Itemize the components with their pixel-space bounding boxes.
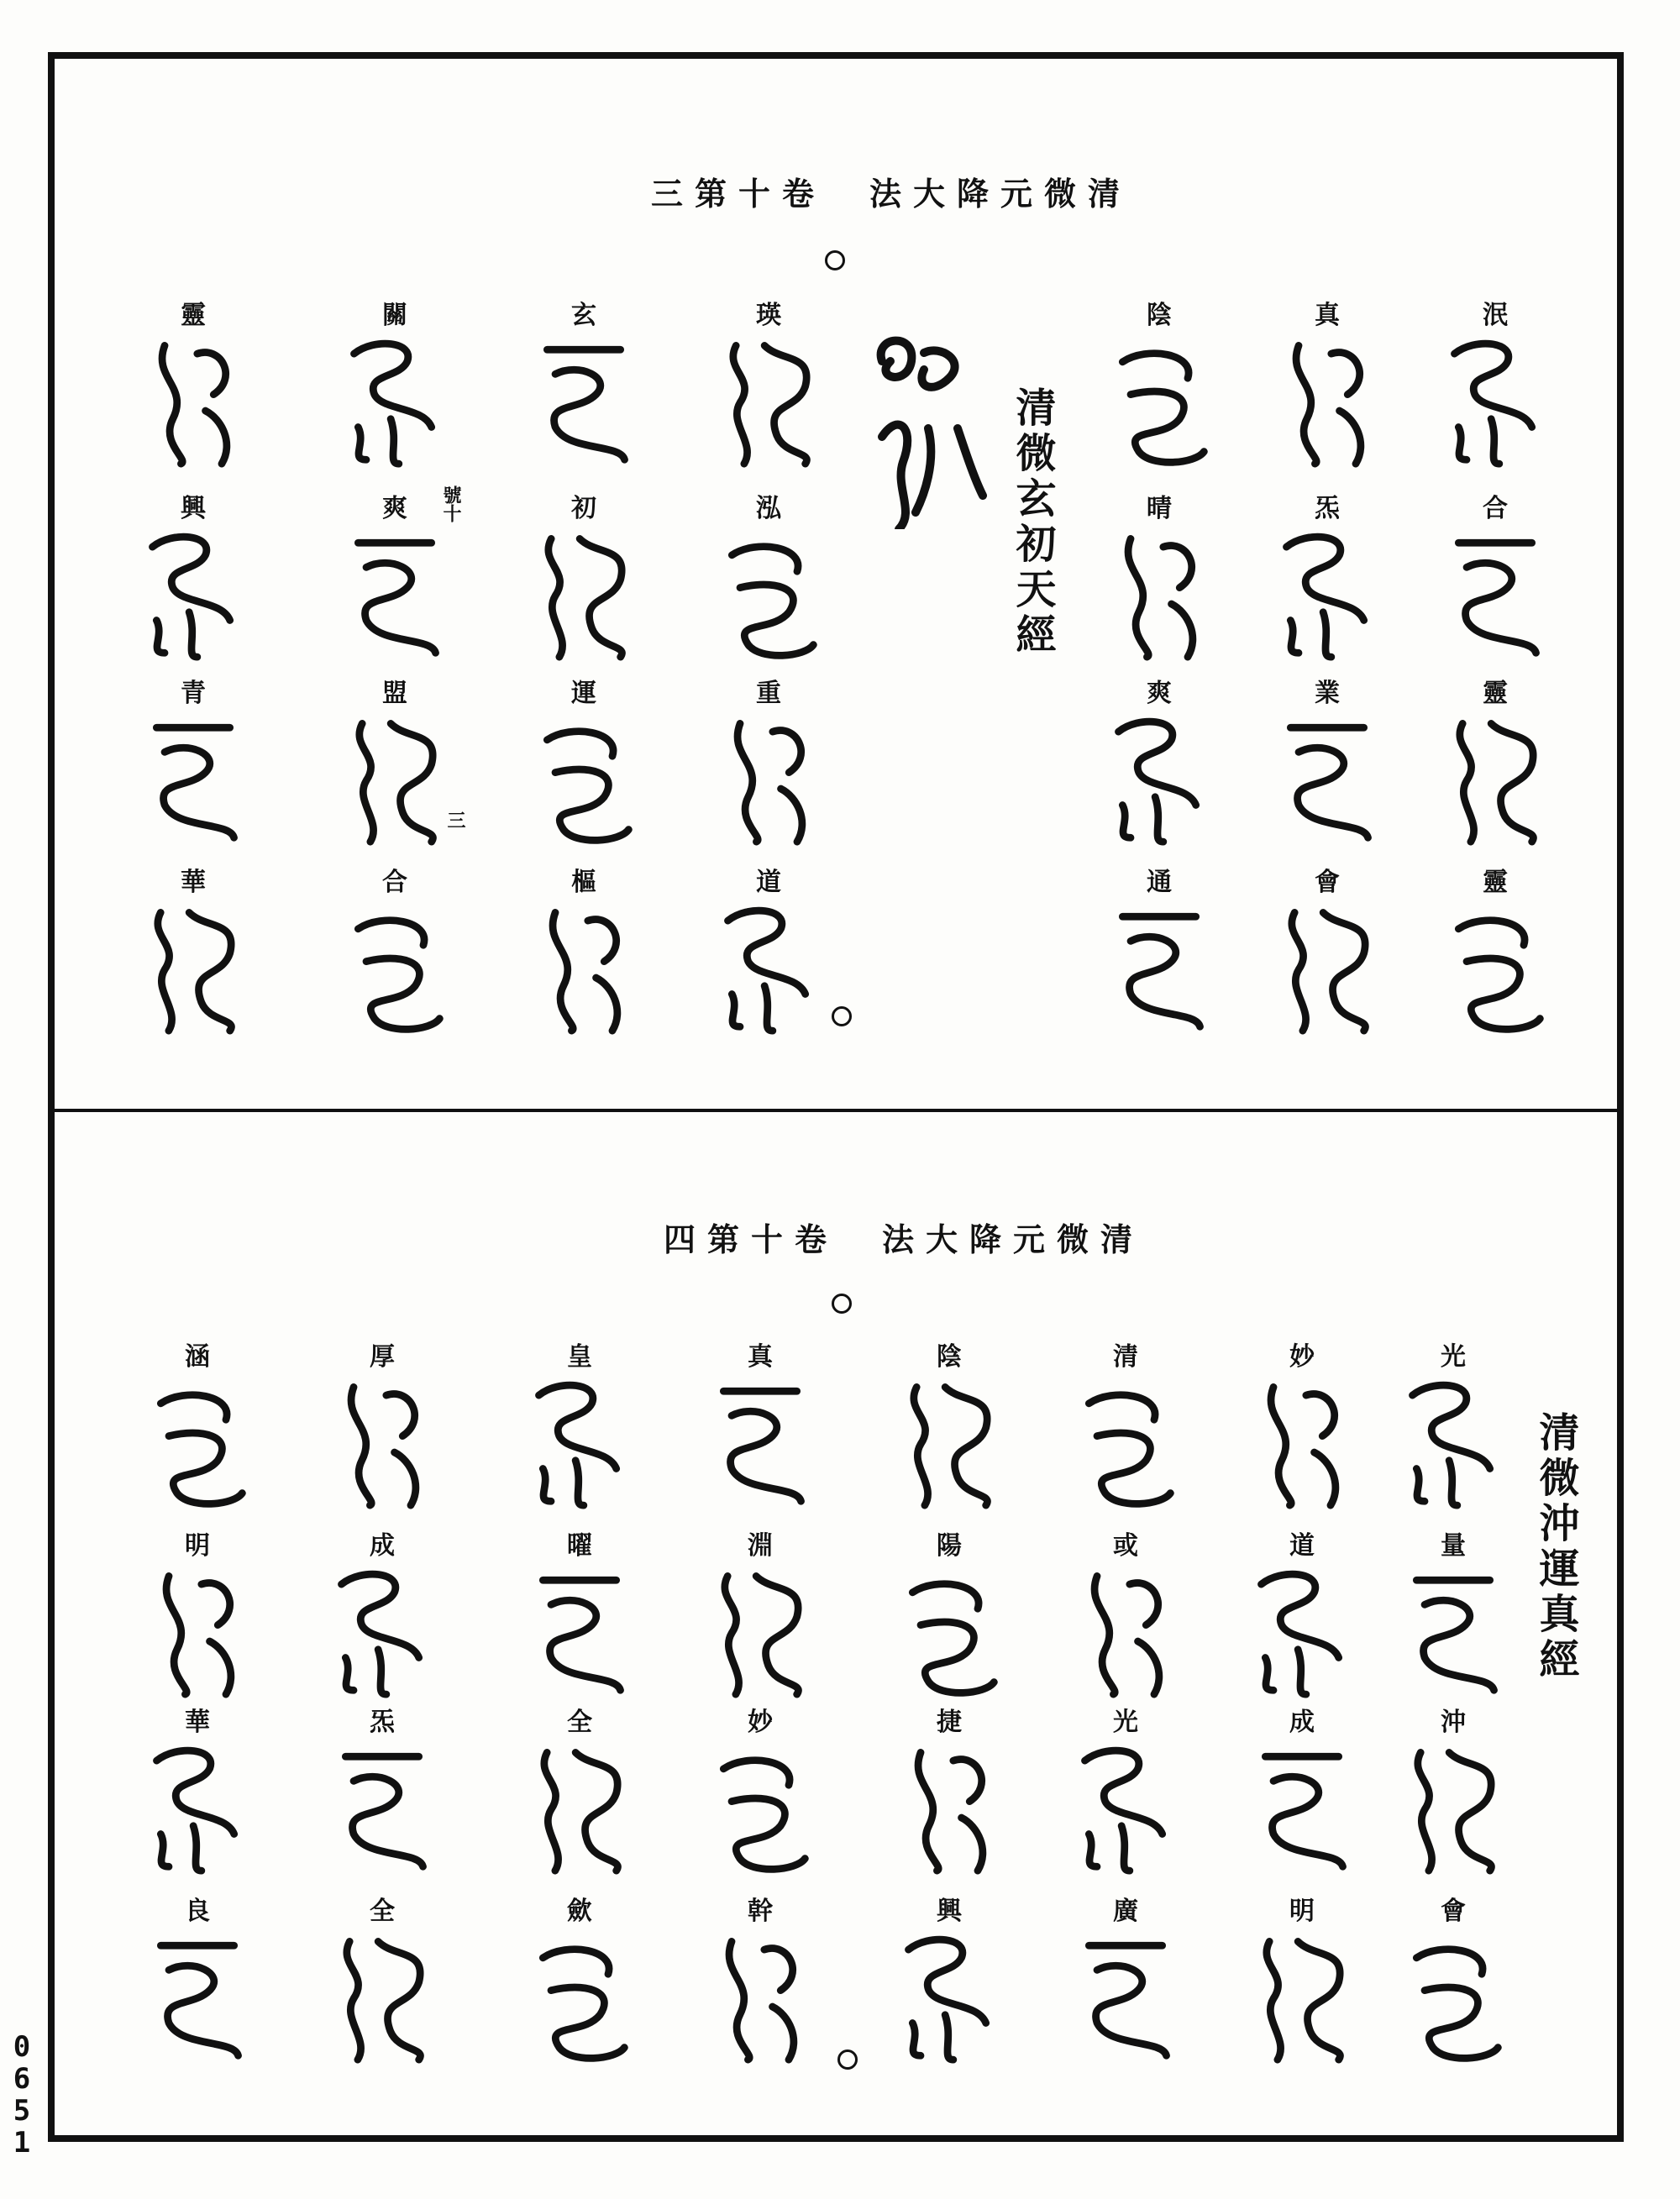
seal-script-glyph (1399, 1925, 1508, 2064)
seal-script-glyph (1399, 1560, 1508, 1698)
bottom-glyph-label: 量 (1441, 1531, 1466, 1561)
top-glyph-label: 晴 (1147, 494, 1172, 523)
bottom-glyph-cell (1063, 1890, 1189, 2070)
seal-script-glyph (139, 329, 248, 468)
bottom-glyph-cell (1063, 1701, 1189, 1881)
seal-script-glyph (895, 1371, 1004, 1509)
top-glyph-cell (706, 861, 832, 1042)
seal-script-glyph (1071, 1371, 1180, 1509)
seal-script-glyph (1247, 1560, 1357, 1698)
top-glyph-label: 真 (1315, 301, 1340, 330)
bottom-glyph-cell (1390, 1890, 1516, 2070)
top-glyph-cell (1432, 672, 1558, 853)
side-note-lower: 三 (444, 811, 466, 829)
seal-script-glyph (1273, 707, 1382, 846)
top-scripture-title: 清微玄初天經 (1009, 386, 1056, 659)
seal-script-glyph (328, 1560, 437, 1698)
bottom-glyph-label: 清 (1113, 1342, 1138, 1372)
top-glyph-cell (130, 294, 256, 475)
seal-script-glyph (1441, 522, 1550, 661)
seal-script-glyph (340, 896, 449, 1035)
bottom-glyph-label: 厚 (370, 1342, 395, 1372)
bottom-glyph-cell (1239, 1701, 1365, 1881)
bottom-glyph-cell (1063, 1336, 1189, 1516)
top-glyph-label: 業 (1315, 679, 1340, 708)
bottom-glyph-label: 幹 (748, 1897, 773, 1926)
seal-script-glyph (328, 1925, 437, 2064)
bottom-glyph-cell (886, 1336, 1012, 1516)
seal-script-glyph (139, 707, 248, 846)
seal-script-glyph (1399, 1371, 1508, 1509)
seal-script-glyph (525, 1925, 634, 2064)
bottom-glyph-label: 會 (1441, 1897, 1466, 1926)
bottom-glyph-cell (319, 1890, 445, 2070)
seal-script-glyph (714, 522, 823, 661)
top-glyph-label: 關 (382, 301, 407, 330)
top-glyph-label: 炁 (1315, 494, 1340, 523)
top-glyph-cell (1432, 294, 1558, 475)
bottom-glyph-cell (1239, 1525, 1365, 1705)
bottom-glyph-label: 明 (1289, 1897, 1315, 1926)
top-glyph-label: 爽 (1147, 679, 1172, 708)
seal-script-glyph (143, 1736, 252, 1875)
bottom-glyph-cell (1390, 1525, 1516, 1705)
seal-script-glyph (1273, 329, 1382, 468)
bottom-glyph-label: 真 (748, 1342, 773, 1372)
top-glyph-cell (521, 487, 647, 668)
top-glyph-label: 靈 (181, 301, 206, 330)
top-glyph-cell (521, 861, 647, 1042)
seal-script-glyph (706, 1925, 815, 2064)
bottom-glyph-cell (319, 1701, 445, 1881)
top-glyph-cell (130, 672, 256, 853)
page-number-digit: 5 (13, 2094, 31, 2128)
top-glyph-label: 盟 (382, 679, 407, 708)
bottom-glyph-cell (886, 1890, 1012, 2070)
bottom-glyph-cell (1239, 1890, 1365, 2070)
bottom-glyph-label: 華 (185, 1708, 210, 1737)
seal-script-glyph (529, 329, 638, 468)
side-note-upper: 號十 (440, 485, 462, 522)
bottom-glyph-label: 光 (1441, 1342, 1466, 1372)
seal-script-glyph (1247, 1925, 1357, 2064)
bottom-glyph-cell (697, 1336, 823, 1516)
bottom-glyph-cell (517, 1336, 643, 1516)
top-glyph-label: 會 (1315, 868, 1340, 897)
seal-script-glyph (714, 896, 823, 1035)
bottom-ring-lower (837, 2049, 858, 2070)
top-glyph-cell (332, 294, 458, 475)
top-glyph-label: 道 (756, 868, 781, 897)
bottom-glyph-cell (886, 1525, 1012, 1705)
seal-script-glyph (895, 1736, 1004, 1875)
top-glyph-label: 通 (1147, 868, 1172, 897)
top-glyph-label: 樞 (571, 868, 596, 897)
seal-script-glyph (714, 329, 823, 468)
bottom-glyph-cell (319, 1525, 445, 1705)
bottom-glyph-label: 全 (567, 1708, 592, 1737)
bottom-glyph-label: 廣 (1113, 1897, 1138, 1926)
page-number-digit: 0 (13, 2030, 31, 2064)
large-seal-glyph (865, 328, 991, 529)
seal-script-glyph (529, 707, 638, 846)
top-glyph-label: 青 (181, 679, 206, 708)
bottom-glyph-label: 淵 (748, 1531, 773, 1561)
bottom-glyph-label: 成 (370, 1531, 395, 1561)
top-header: 三第十卷 法大降元微清 (651, 175, 1132, 213)
bottom-glyph-cell (319, 1336, 445, 1516)
top-glyph-cell (332, 861, 458, 1042)
bottom-glyph-label: 光 (1113, 1708, 1138, 1737)
bottom-glyph-cell (517, 1525, 643, 1705)
top-glyph-cell (1432, 861, 1558, 1042)
seal-script-glyph (525, 1371, 634, 1509)
bottom-glyph-label: 炁 (370, 1708, 395, 1737)
page-number-digit: 1 (13, 2126, 31, 2160)
page-divider (48, 1109, 1624, 1112)
seal-script-glyph (340, 522, 449, 661)
top-glyph-cell (332, 487, 458, 668)
bottom-glyph-label: 陽 (937, 1531, 962, 1561)
top-glyph-cell (332, 672, 458, 853)
seal-script-glyph (340, 329, 449, 468)
bottom-glyph-cell (1239, 1336, 1365, 1516)
bottom-glyph-label: 皇 (567, 1342, 592, 1372)
seal-script-glyph (1247, 1736, 1357, 1875)
top-glyph-label: 興 (181, 494, 206, 523)
top-ring-upper (825, 250, 845, 270)
bottom-glyph-cell (1390, 1336, 1516, 1516)
top-glyph-label: 重 (756, 679, 781, 708)
top-glyph-cell (706, 294, 832, 475)
bottom-glyph-cell (134, 1701, 260, 1881)
seal-script-glyph (143, 1371, 252, 1509)
seal-script-glyph (1273, 522, 1382, 661)
seal-script-glyph (895, 1560, 1004, 1698)
seal-script-glyph (529, 522, 638, 661)
top-glyph-label: 初 (571, 494, 596, 523)
bottom-glyph-cell (697, 1701, 823, 1881)
bottom-glyph-cell (134, 1525, 260, 1705)
top-glyph-label: 靈 (1483, 679, 1508, 708)
seal-script-glyph (706, 1371, 815, 1509)
top-glyph-label: 瑛 (756, 301, 781, 330)
top-glyph-label: 合 (1483, 494, 1508, 523)
top-glyph-label: 泓 (756, 494, 781, 523)
top-glyph-label: 玄 (571, 301, 596, 330)
page-number-digit: 6 (13, 2062, 31, 2096)
bottom-glyph-cell (1063, 1525, 1189, 1705)
top-glyph-cell (1096, 294, 1222, 475)
page-number (5, 2031, 39, 2159)
seal-script-glyph (706, 1560, 815, 1698)
bottom-glyph-label: 沖 (1441, 1708, 1466, 1737)
top-glyph-label: 靈 (1483, 868, 1508, 897)
bottom-scripture-title: 清微沖運真經 (1532, 1411, 1579, 1683)
seal-script-glyph (340, 707, 449, 846)
seal-script-glyph (529, 896, 638, 1035)
bottom-glyph-label: 妙 (748, 1708, 773, 1737)
top-glyph-cell (1264, 861, 1390, 1042)
seal-script-glyph (1071, 1925, 1180, 2064)
seal-script-glyph (139, 896, 248, 1035)
bottom-glyph-label: 或 (1113, 1531, 1138, 1561)
bottom-glyph-cell (134, 1336, 260, 1516)
bottom-glyph-label: 明 (185, 1531, 210, 1561)
bottom-glyph-label: 道 (1289, 1531, 1315, 1561)
seal-script-glyph (1441, 329, 1550, 468)
seal-script-glyph (1441, 896, 1550, 1035)
top-glyph-cell (1096, 487, 1222, 668)
top-glyph-label: 陰 (1147, 301, 1172, 330)
bottom-glyph-cell (697, 1525, 823, 1705)
top-glyph-label: 運 (571, 679, 596, 708)
bottom-ring-upper (832, 1294, 852, 1314)
top-glyph-label: 合 (382, 868, 407, 897)
bottom-glyph-label: 歛 (567, 1897, 592, 1926)
bottom-header: 四第十卷 法大降元微清 (664, 1220, 1145, 1258)
seal-script-glyph (1105, 707, 1214, 846)
seal-script-glyph (143, 1925, 252, 2064)
top-glyph-cell (521, 294, 647, 475)
bottom-glyph-cell (697, 1890, 823, 2070)
bottom-glyph-label: 捷 (937, 1708, 962, 1737)
top-glyph-cell (706, 672, 832, 853)
top-ring-lower (832, 1006, 852, 1026)
seal-script-glyph (1441, 707, 1550, 846)
top-glyph-cell (521, 672, 647, 853)
seal-script-glyph (1247, 1371, 1357, 1509)
bottom-glyph-label: 全 (370, 1897, 395, 1926)
bottom-glyph-label: 妙 (1289, 1342, 1315, 1372)
seal-script-glyph (525, 1736, 634, 1875)
bottom-glyph-cell (134, 1890, 260, 2070)
top-glyph-cell (1096, 672, 1222, 853)
seal-script-glyph (1071, 1560, 1180, 1698)
seal-script-glyph (328, 1736, 437, 1875)
top-glyph-label: 爽 (382, 494, 407, 523)
seal-script-glyph (1105, 522, 1214, 661)
top-glyph-cell (130, 861, 256, 1042)
seal-script-glyph (1399, 1736, 1508, 1875)
top-glyph-cell (1264, 672, 1390, 853)
seal-script-glyph (328, 1371, 437, 1509)
bottom-glyph-cell (517, 1701, 643, 1881)
top-glyph-cell (706, 487, 832, 668)
seal-script-glyph (706, 1736, 815, 1875)
top-glyph-cell (1264, 487, 1390, 668)
seal-script-glyph (143, 1560, 252, 1698)
bottom-glyph-label: 成 (1289, 1708, 1315, 1737)
top-glyph-cell (1264, 294, 1390, 475)
bottom-glyph-label: 陰 (937, 1342, 962, 1372)
seal-script-glyph (714, 707, 823, 846)
seal-script-glyph (1273, 896, 1382, 1035)
bottom-glyph-label: 良 (185, 1897, 210, 1926)
seal-script-glyph (139, 522, 248, 661)
top-glyph-cell (1432, 487, 1558, 668)
seal-script-glyph (525, 1560, 634, 1698)
seal-script-glyph (1071, 1736, 1180, 1875)
seal-script-glyph (895, 1925, 1004, 2064)
top-glyph-cell (1096, 861, 1222, 1042)
top-glyph-label: 泯 (1483, 301, 1508, 330)
top-glyph-cell (130, 487, 256, 668)
bottom-glyph-cell (886, 1701, 1012, 1881)
bottom-glyph-label: 曜 (567, 1531, 592, 1561)
bottom-glyph-label: 涵 (185, 1342, 210, 1372)
seal-script-glyph (1105, 329, 1214, 468)
bottom-glyph-label: 興 (937, 1897, 962, 1926)
top-glyph-label: 華 (181, 868, 206, 897)
bottom-glyph-cell (1390, 1701, 1516, 1881)
bottom-glyph-cell (517, 1890, 643, 2070)
seal-script-glyph (1105, 896, 1214, 1035)
